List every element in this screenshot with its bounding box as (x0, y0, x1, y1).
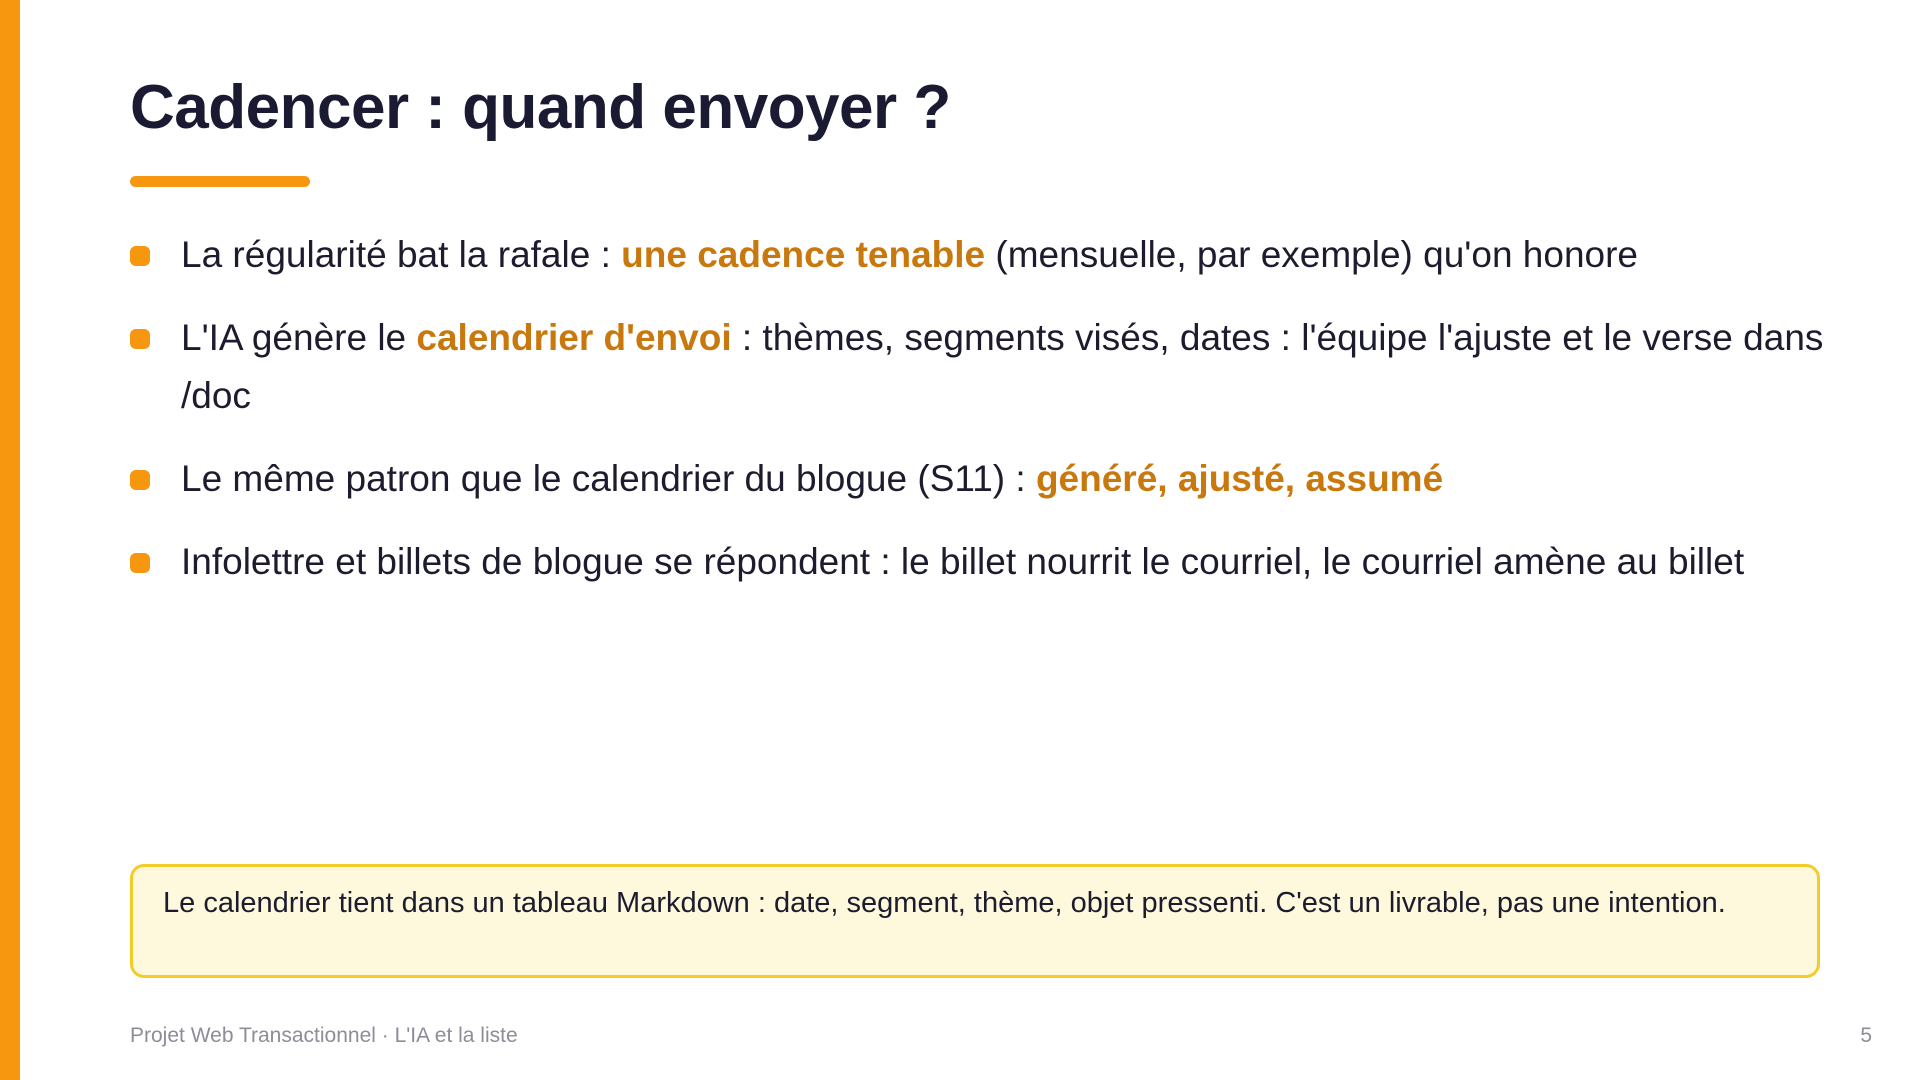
bullet-highlight: calendrier d'envoi (416, 317, 732, 358)
callout-text: Le calendrier tient dans un tableau Markdown : date, segment, thème, objet pressenti. C'est un livrable, pas une intention. (163, 887, 1726, 919)
bullet-text: L'IA génère le (181, 317, 417, 358)
slide-title: Cadencer : quand envoyer ? (130, 73, 951, 142)
bullet-marker-icon (130, 329, 150, 349)
bullet-item (130, 533, 1830, 591)
footer-text: Projet Web Transactionnel · L'IA et la liste (130, 1024, 518, 1047)
bullet-list (130, 226, 1830, 616)
bullet-text: : thèmes, segments visés, dates : l'équipe l'ajuste et le verse dans /doc (181, 317, 1824, 416)
bullet-text: La régularité bat la rafale : (181, 234, 622, 275)
title-underline (130, 176, 310, 187)
page-number: 5 (1860, 1024, 1872, 1047)
bullet-highlight: généré, ajusté, assumé (1035, 458, 1444, 499)
callout-box (130, 864, 1820, 978)
bullet-marker-icon (130, 246, 150, 266)
bullet-item (130, 450, 1830, 508)
bullet-text: (mensuelle, par exemple) qu'on honore (985, 234, 1639, 275)
left-accent-bar (0, 0, 20, 1080)
bullet-item (130, 309, 1830, 425)
bullet-text: Infolettre et billets de blogue se répondent : le billet nourrit le courriel, le courriel amène au billet (181, 541, 1745, 582)
bullet-text: Le même patron que le calendrier du blogue (S11) : (181, 458, 1036, 499)
bullet-highlight: une cadence tenable (621, 234, 986, 275)
bullet-marker-icon (130, 470, 150, 490)
bullet-item (130, 226, 1830, 284)
bullet-marker-icon (130, 553, 150, 573)
